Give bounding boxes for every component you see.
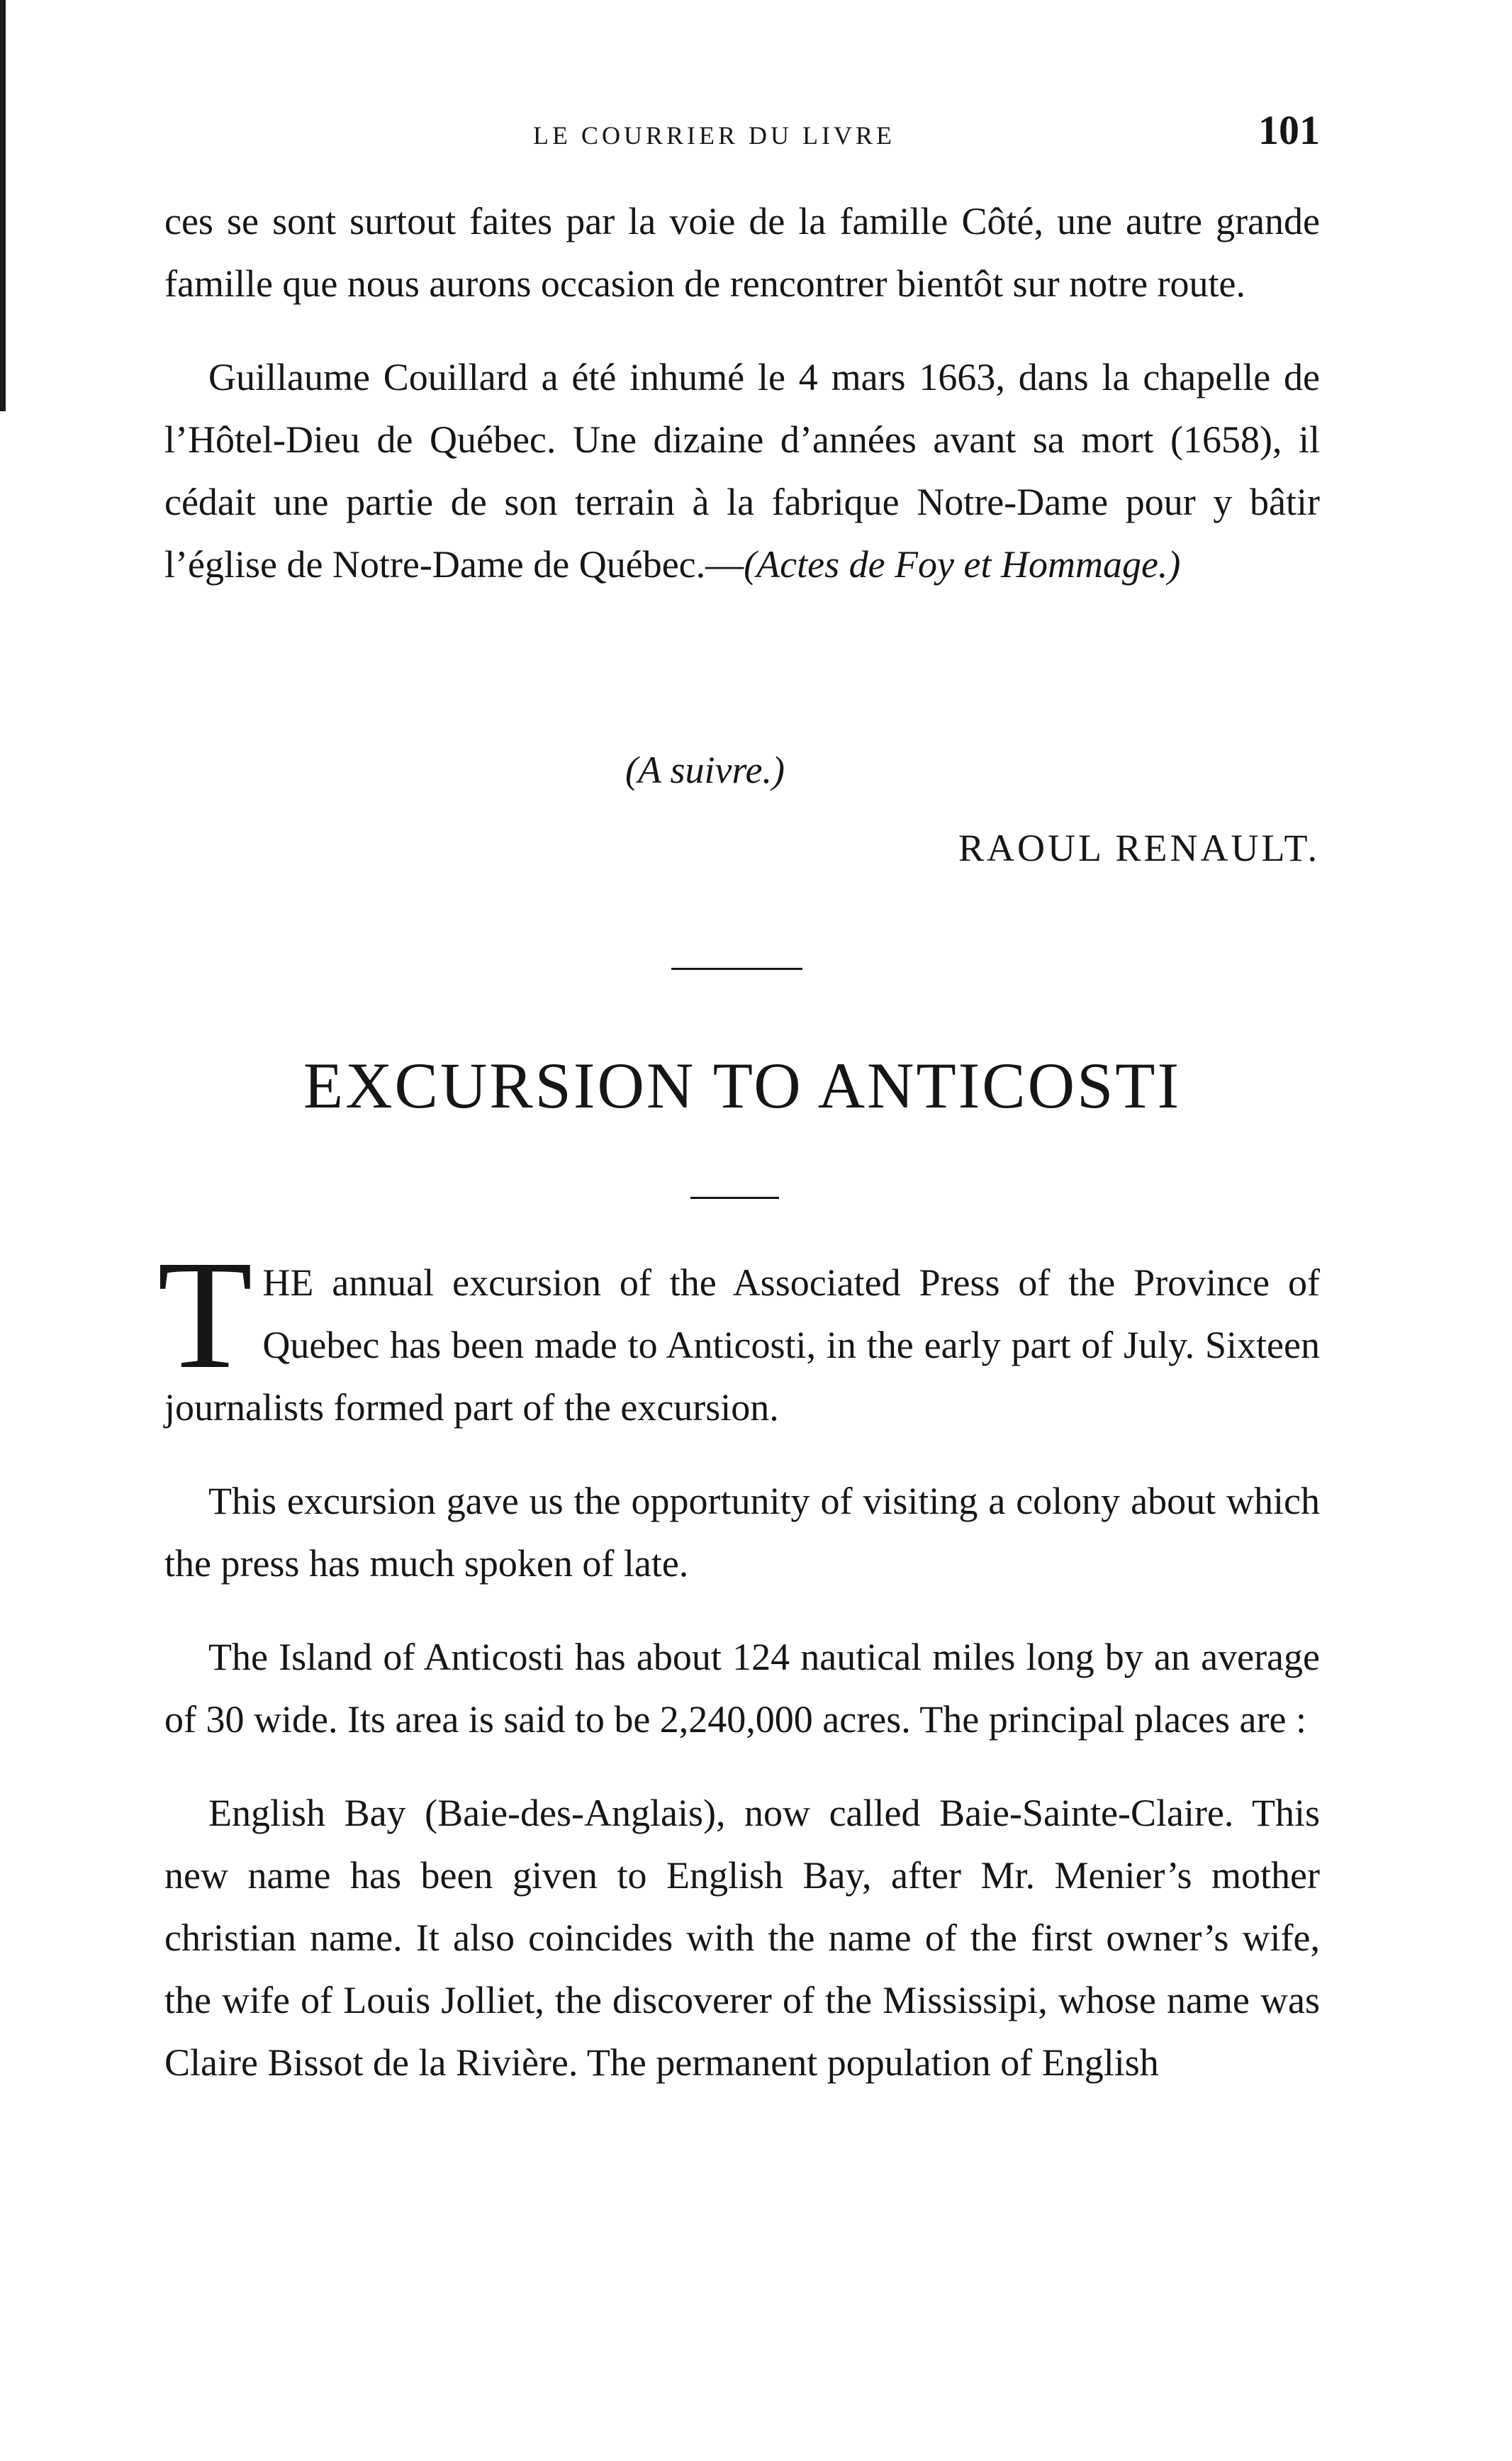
citation: (Actes de Foy et Hommage.) [744,543,1181,586]
paragraph: The Island of Anticosti has about 124 nautical miles long by an average of 30 wide. Its area is said to be 2,240,000 acres. The principal places are : [164,1636,1320,1741]
paragraph: English Bay (Baie-des-Anglais), now called Baie-Sainte-Claire. This new name has been given to English Bay, after Mr. Menier’s mother christian name. It also coincides with the name of the first owner’s wife, the wife of Louis Jolliet, the discoverer of the Mississipi, whose name was Claire Bissot de la Rivière. The permanent population of English [164,1792,1320,2084]
article-title: EXCURSION TO ANTICOSTI [303,1049,1182,1122]
section-divider [671,968,802,970]
previous-article-ending [164,190,1320,596]
article-body [157,1228,1320,2094]
title-divider [690,1197,779,1199]
continued-note: (A suivre.) [625,749,785,791]
paragraph [164,346,1320,596]
author-signature: RAOUL RENAULT. [958,827,1320,869]
page-binding-edge [0,0,6,411]
paragraph-text: HE annual excursion of the Associated Press of the Province of Quebec has been made to Anticosti, in the early part of July. Sixteen journalists formed part of the excursion. [164,1261,1320,1429]
running-head-title: LE COURRIER DU LIVRE [533,121,895,150]
paragraph [157,1228,1320,1439]
running-head [164,106,1320,163]
page-number: 101 [1258,107,1320,153]
drop-cap: T [157,1228,253,1401]
paragraph: ces se sont surtout faites par la voie de la famille Côté, une autre grande famille que nous aurons occasion de rencontrer bientôt sur notre route. [164,200,1320,305]
paragraph: This excursion gave us the opportunity of visiting a colony about which the press has much spoken of late. [164,1480,1320,1585]
paragraph-text: Guillaume Couillard a été inhumé le 4 mars 1663, dans la chapelle de l’Hôtel-Dieu de Québec. Une dizaine d’années avant sa mort (1658), il cédait une partie de son terrain à la fabrique Notre-Dame pour y bâtir l’église de Notre-Dame de Québec.— [164,356,1320,586]
